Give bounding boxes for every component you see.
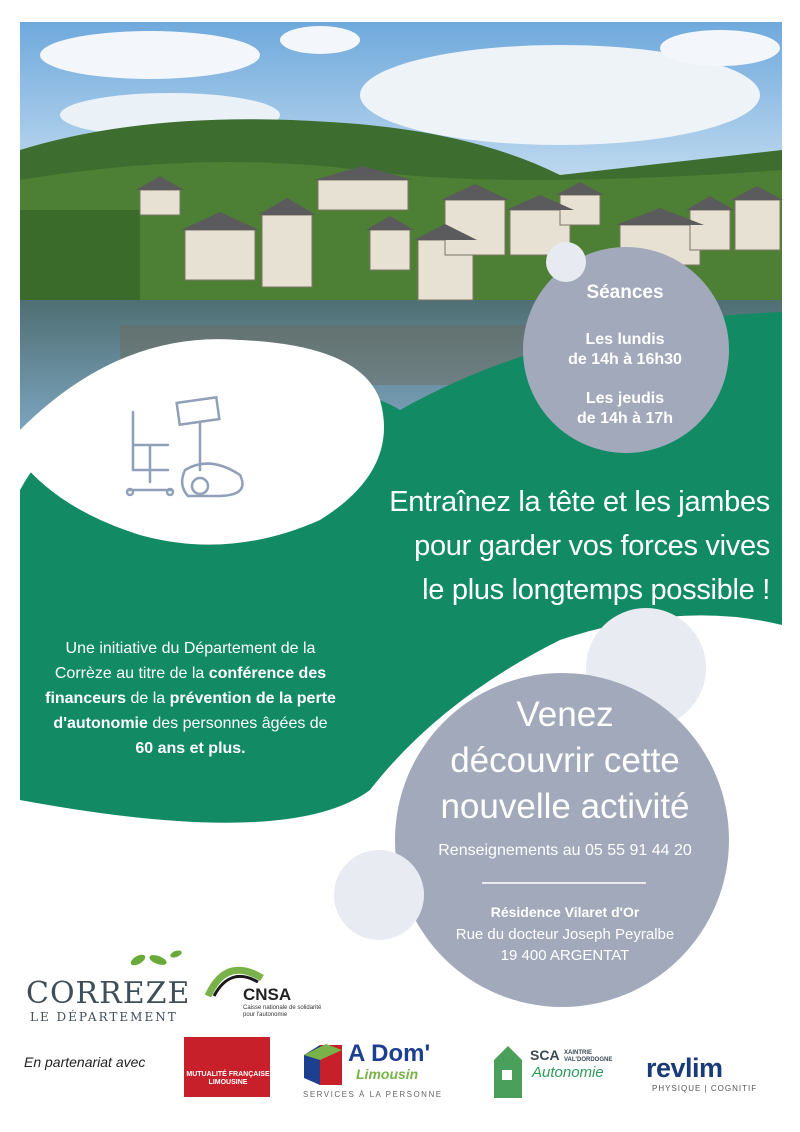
headline-line-1: Entraînez la tête et les jambes (389, 486, 770, 518)
initiative-text (38, 636, 343, 761)
seances-day-thursday: Les jeudis (585, 390, 665, 407)
correze-logo-subtitle: LE DÉPARTEMENT (30, 1010, 178, 1024)
cnsa-logo-subtitle: Caisse nationale de solidarité pour l'autonomie (243, 1005, 322, 1018)
adom-logo-services: SERVICES À LA PERSONNE (303, 1090, 443, 1099)
adom-logo-region: Limousin (356, 1066, 419, 1082)
seances-hours-monday: de 14h à 16h30 (568, 351, 682, 368)
seances-day-monday: Les lundis (585, 331, 665, 348)
revlim-logo: revlim (646, 1053, 723, 1083)
revlim-logo-subtitle: PHYSIQUE | COGNITIF (652, 1084, 758, 1093)
callout-heading (400, 692, 730, 830)
partner-label: En partenariat avec (24, 1054, 146, 1070)
adom-cube-icon (304, 1044, 342, 1085)
residence-name: Résidence Vilaret d'Or (490, 904, 640, 920)
initiative-text-1: Une initiative du Département de la Corrèze au titre de la (54, 640, 316, 682)
sca-logo-autonomie: Autonomie (532, 1064, 604, 1081)
headline (300, 480, 770, 612)
adom-logo: A Dom' (348, 1040, 431, 1067)
residence-city: 19 400 ARGENTAT (500, 947, 630, 964)
cnsa-logo: CNSA (243, 985, 292, 1004)
sca-house-icon (494, 1046, 522, 1098)
correze-logo: CORREZE (26, 976, 191, 1011)
small-bubble-left (334, 850, 424, 940)
headline-line-2: pour garder vos forces vives (414, 530, 770, 562)
mutualite-logo (184, 1037, 270, 1097)
correze-leaf-icon (129, 949, 183, 967)
initiative-bold-1: conférence des financeurs (45, 665, 327, 707)
callout-line-3: nouvelle activité (440, 787, 690, 826)
sca-logo: SCA (530, 1047, 560, 1063)
sca-logo-subtitle: XAINTRIE VAL'DORDOGNE (564, 1050, 613, 1063)
headline-line-3: le plus longtemps possible ! (422, 574, 770, 606)
seances-hours-thursday: de 14h à 17h (576, 410, 674, 427)
mutualite-logo-text: MUTUALITÉ FRANÇAISE LIMOUSINE (186, 1071, 270, 1086)
residence-street: Rue du docteur Joseph Peyralbe (455, 926, 675, 943)
initiative-text-3: des personnes âgées de (147, 715, 328, 732)
initiative-bold-2: prévention de la perte d'autonomie (53, 690, 336, 732)
callout-line-1: Venez (516, 695, 614, 734)
initiative-bold-3: 60 ans et plus. (135, 740, 246, 757)
callout-line-2: découvrir cette (450, 741, 680, 780)
seances-title: Séances (586, 282, 664, 303)
small-bubble-top (546, 242, 586, 282)
initiative-text-2: de la (126, 690, 170, 707)
contact-phone: Renseignements au 05 55 91 44 20 (438, 842, 692, 859)
